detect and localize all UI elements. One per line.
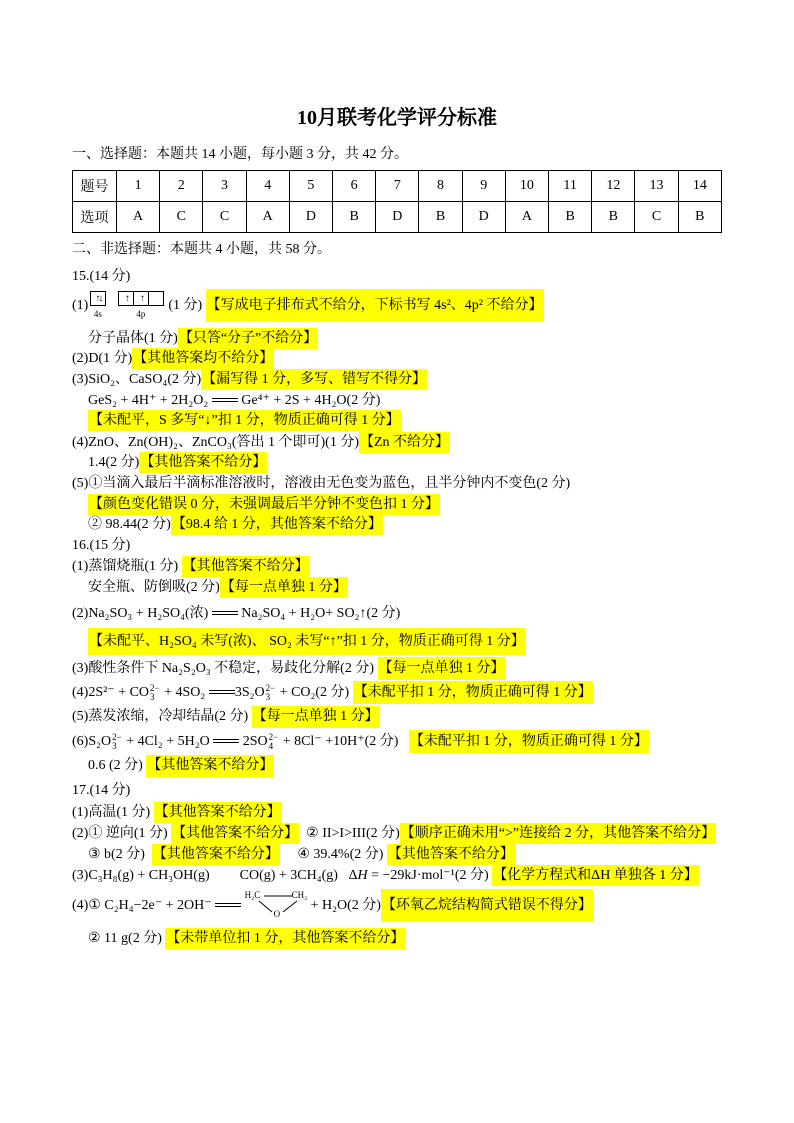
answer-text: (4)ZnO、Zn(OH)₂、ZnCO₃(答出 1 个即可)(1 分) <box>72 434 359 450</box>
answer-text: 1.4(2 分) <box>88 454 140 470</box>
answer-text: ② II>I>III(2 分) <box>299 825 400 841</box>
ion-subscript: 3 <box>265 692 271 703</box>
equals-sign <box>212 611 238 615</box>
equals-sign <box>213 739 239 743</box>
grading-note-highlight: 【颜色变化错误 0 分，未强调最后半分钟不变色扣 1 分】 <box>88 494 440 515</box>
answer-cell: B <box>678 202 721 233</box>
epoxide-left-carbon: H₂C <box>244 890 261 901</box>
grading-note-highlight: 【其他答案均不给分】 <box>132 348 274 369</box>
answer-line <box>88 928 405 949</box>
bond-line <box>259 901 272 912</box>
grading-note-highlight: 【其他答案不给分】 <box>146 755 274 777</box>
answer-text: 15.(14 分) <box>72 268 131 284</box>
grading-note-highlight: 【其他答案不给分】 <box>171 823 299 844</box>
grading-note-highlight: 【未配平、H₂SO₄ 未写(浓)、 SO₂ 未写“↑”扣 1 分，物质正确可得 1 分】 <box>88 628 526 655</box>
answer-cell: D <box>289 202 332 233</box>
answer-text: + H₂O(2 分) <box>310 897 381 913</box>
answer-line <box>72 780 130 801</box>
answer-text: (4)① C₂H₄−2e⁻ + 2OH⁻ <box>72 897 216 913</box>
answer-line <box>72 802 282 823</box>
answer-text: = −29kJ·mol⁻¹(2 分) <box>367 867 493 883</box>
epoxide-oxygen: O <box>273 909 281 920</box>
answer-text: GeS₂ + 4H⁺ + 2H₂O₂ <box>88 392 212 408</box>
answer-text: 分子晶体(1 分) <box>88 330 178 346</box>
answer-cell: A <box>505 202 548 233</box>
question-number-cell: 10 <box>505 171 548 202</box>
question-number-cell: 9 <box>462 171 505 202</box>
answer-line <box>72 556 310 577</box>
section-heading-nonchoice: 二、非选择题：本题共 4 小题，共 58 分。 <box>72 242 331 257</box>
orbital-group <box>90 291 105 320</box>
answer-cell: B <box>549 202 592 233</box>
ion-superscript: 2− <box>112 732 122 743</box>
grading-note-highlight: 【只答“分子”不给分】 <box>178 328 318 349</box>
answer-text: ③ b(2 分) <box>88 846 152 862</box>
answer-text: (1)蒸馏烧瓶(1 分) <box>72 558 182 574</box>
grading-note-highlight: 【其他答案不给分】 <box>387 844 515 865</box>
answer-text: (6)S₂O <box>72 733 112 749</box>
answer-line <box>72 681 593 704</box>
answer-line <box>72 432 450 453</box>
grading-note-highlight: 【98.4 给 1 分，其他答案不给分】 <box>171 514 383 535</box>
answer-line <box>72 730 649 753</box>
question-number-cell: 5 <box>289 171 332 202</box>
ion-charge <box>269 733 279 751</box>
answer-line <box>72 603 400 624</box>
answer-text: Ge⁴⁺ + 2S + 4H₂O(2 分) <box>237 392 381 408</box>
question-number-cell: 7 <box>376 171 419 202</box>
question-number-cell: 8 <box>419 171 462 202</box>
answer-line <box>88 514 383 535</box>
orbital-box: ↑ <box>133 291 149 306</box>
ion-charge <box>266 684 276 702</box>
answer-text: (4)2S²⁻ + CO <box>72 684 150 700</box>
ion-superscript: 2− <box>150 683 160 694</box>
answer-line <box>88 844 515 865</box>
answer-line <box>88 328 318 349</box>
answer-text: + 8Cl⁻ +10H⁺(2 分) <box>279 733 409 749</box>
answer-line <box>72 266 130 287</box>
answer-line <box>88 494 440 515</box>
answer-line <box>72 657 506 680</box>
equals-sign <box>212 398 238 402</box>
row-header: 题号 <box>73 171 117 202</box>
answer-line <box>72 473 570 494</box>
grading-note-highlight: 【未配平，S 多写“↓”扣 1 分，物质正确可得 1 分】 <box>88 410 401 431</box>
answer-text: 2SO <box>239 733 268 749</box>
grading-note-highlight: 【写成电子排布式不给分，下标书写 4s²、4p² 不给分】 <box>206 289 544 322</box>
question-number-cell: 4 <box>246 171 289 202</box>
question-number-cell: 1 <box>117 171 160 202</box>
answer-line <box>88 755 274 777</box>
question-number-cell: 6 <box>333 171 376 202</box>
grading-note-highlight: 【其他答案不给分】 <box>139 452 267 473</box>
answer-text: + CO₂(2 分) <box>276 684 353 700</box>
answer-line <box>88 628 526 655</box>
answer-text: (2)Na₂SO₃ + H₂SO₄(浓) <box>72 605 212 621</box>
answer-line <box>72 348 274 369</box>
answer-cell: C <box>635 202 678 233</box>
orbital-box: ↑↓ <box>90 291 106 306</box>
ion-charge <box>112 733 122 751</box>
grading-note-highlight: 【Zn 不给分】 <box>359 432 450 453</box>
answer-line <box>72 369 427 390</box>
question-number-cell: 13 <box>635 171 678 202</box>
epoxide-right-carbon: CH₂ <box>291 890 308 901</box>
answer-text: (3)C₃H₈(g) + CH₃OH(g) <box>72 867 210 883</box>
equals-sign <box>215 903 241 907</box>
answer-line <box>72 706 380 728</box>
answer-cell: C <box>203 202 246 233</box>
grading-note-highlight: 【顺序正确未用“>”连接给 2 分，其他答案不给分】 <box>400 823 716 844</box>
answer-text: + 4SO₂ <box>160 684 209 700</box>
answer-line <box>88 577 348 598</box>
answer-text: 0.6 (2 分) <box>88 758 147 773</box>
answer-text: 安全瓶、防倒吸(2 分) <box>88 579 220 595</box>
grading-note-highlight: 【每一点单独 1 分】 <box>220 577 348 598</box>
orbital-box <box>148 291 164 306</box>
ion-charge <box>150 684 160 702</box>
answer-line <box>72 535 130 556</box>
answer-line <box>72 823 716 844</box>
answer-text: ④ 39.4%(2 分) <box>279 846 387 862</box>
answer-text: (2)① 逆向(1 分) <box>72 825 172 841</box>
answer-text: + 4Cl₂ + 5H₂O <box>122 733 214 749</box>
answer-text: (5)①当滴入最后半滴标准溶液时，溶液由无色变为蓝色，且半分钟内不变色(2 分) <box>72 475 571 491</box>
answer-text: (3)SiO₂、CaSO₄(2 分) <box>72 371 202 387</box>
row-header: 选项 <box>73 202 117 233</box>
answer-text: CO(g) + 3CH₄(g) Δ <box>239 867 358 883</box>
answer-row <box>73 202 722 233</box>
bond-line <box>283 901 297 912</box>
orbital-box: ↑ <box>118 291 134 306</box>
answer-text: (1) <box>72 297 89 313</box>
orbital-diagram <box>88 290 168 320</box>
reaction-condition-gap <box>210 878 240 879</box>
answer-text: (3)酸性条件下 Na₂S₂O₃ 不稳定，易歧化分解(2 分) <box>72 660 378 676</box>
answer-text: 17.(14 分) <box>72 782 131 798</box>
answer-text: (5)蒸发浓缩，冷却结晶(2 分) <box>72 709 252 724</box>
answer-cell: C <box>160 202 203 233</box>
question-number-cell: 11 <box>549 171 592 202</box>
answer-text: 3S₂O <box>234 684 265 700</box>
answer-line <box>72 889 593 922</box>
answer-line <box>88 410 401 431</box>
equals-sign <box>209 690 235 694</box>
answer-cell: A <box>117 202 160 233</box>
grading-note-highlight: 【未配平扣 1 分，物质正确可得 1 分】 <box>409 730 649 753</box>
answer-cell: B <box>419 202 462 233</box>
question-number-cell: 3 <box>203 171 246 202</box>
answer-cell: D <box>462 202 505 233</box>
ion-subscript: 3 <box>150 692 155 703</box>
ion-subscript: 3 <box>112 741 117 752</box>
answer-cell: A <box>246 202 289 233</box>
grading-note-highlight: 【环氧乙烷结构简式错误不得分】 <box>381 889 593 922</box>
grading-note-highlight: 【其他答案不给分】 <box>182 556 310 577</box>
grading-note-highlight: 【其他答案不给分】 <box>152 844 280 865</box>
grading-note-highlight: 【未配平扣 1 分，物质正确可得 1 分】 <box>353 681 593 704</box>
question-number-cell: 2 <box>160 171 203 202</box>
grading-note-highlight: 【未带单位扣 1 分，其他答案不给分】 <box>165 928 405 949</box>
answer-text: (1 分) <box>168 297 206 313</box>
grading-note-highlight: 【每一点单独 1 分】 <box>378 657 506 680</box>
answer-text: 16.(15 分) <box>72 537 131 553</box>
epoxide-structure <box>245 890 311 920</box>
answer-text: (1)高温(1 分) <box>72 804 154 820</box>
answer-text: (2)D(1 分) <box>72 350 133 366</box>
answer-cell: B <box>592 202 635 233</box>
question-number-cell: 14 <box>678 171 721 202</box>
grading-note-highlight: 【其他答案不给分】 <box>154 802 282 823</box>
answer-cell: B <box>333 202 376 233</box>
orbital-label: 4p <box>136 309 146 320</box>
page-title: 10月联考化学评分标准 <box>297 107 497 129</box>
question-number-cell: 12 <box>592 171 635 202</box>
question-number-row <box>73 171 722 202</box>
answer-line <box>88 390 380 411</box>
answer-line <box>88 452 267 473</box>
grading-note-highlight: 【每一点单独 1 分】 <box>252 706 380 728</box>
answer-key-table <box>72 170 722 233</box>
grading-note-highlight: 【化学方程式和ΔH 单独各 1 分】 <box>492 865 699 886</box>
ion-subscript: 4 <box>268 741 274 752</box>
answer-line <box>72 865 699 886</box>
ion-superscript: 2− <box>268 732 279 743</box>
answer-text: ② 98.44(2 分) <box>88 516 171 532</box>
orbital-label: 4s <box>93 309 102 320</box>
section-heading-choice: 一、选择题：本题共 14 小题，每小题 3 分，共 42 分。 <box>72 147 408 162</box>
answer-text: Na₂SO₄ + H₂O+ SO₂↑(2 分) <box>237 605 401 621</box>
answer-text: ② 11 g(2 分) <box>88 930 166 946</box>
italic-symbol: H <box>357 867 368 883</box>
grading-note-highlight: 【漏写得 1 分，多写、错写不得分】 <box>201 369 427 390</box>
ion-superscript: 2− <box>265 683 276 694</box>
answer-line <box>72 289 544 322</box>
answer-cell: D <box>376 202 419 233</box>
orbital-group <box>118 291 163 320</box>
